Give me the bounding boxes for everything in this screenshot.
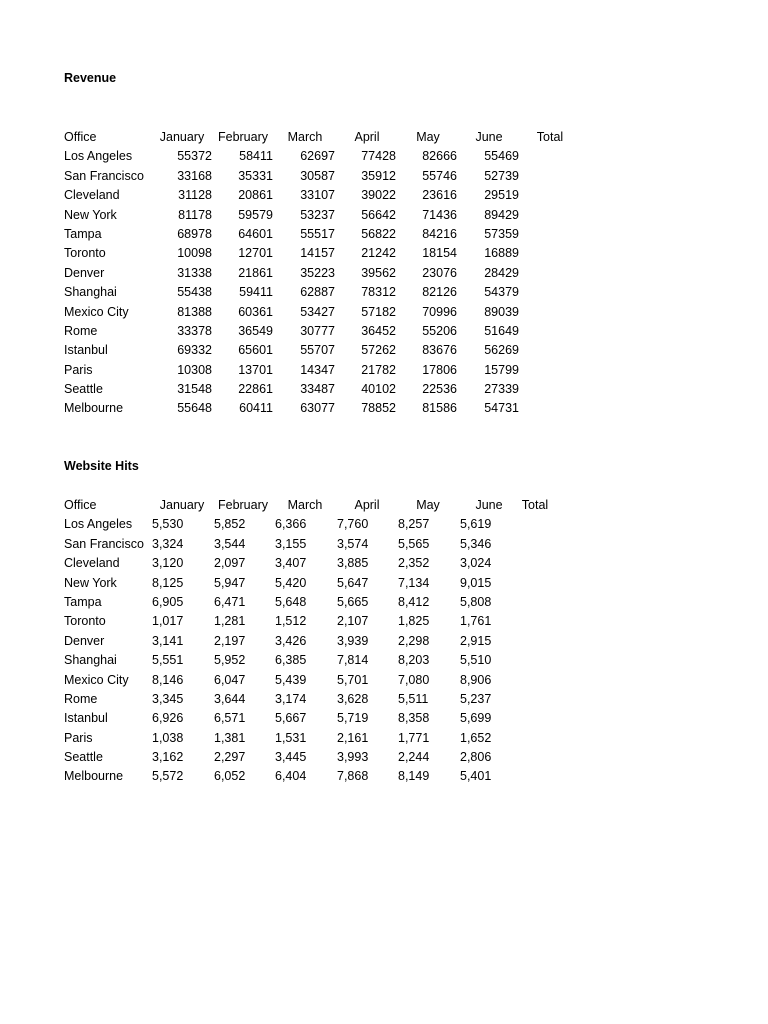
value-cell: 69332 <box>177 343 212 358</box>
value-cell: 2,915 <box>460 633 492 648</box>
value-cell: 53237 <box>300 207 335 222</box>
value-cell: 3,628 <box>337 691 369 706</box>
value-cell: 6,571 <box>214 711 246 726</box>
value-cell: 64601 <box>238 226 273 241</box>
value-cell: 8,257 <box>398 517 430 532</box>
value-cell: 71436 <box>422 207 457 222</box>
value-cell: 21782 <box>361 362 396 377</box>
value-cell: 2,806 <box>460 750 492 765</box>
value-cell: 33487 <box>300 382 335 397</box>
value-cell: 28429 <box>484 265 519 280</box>
office-cell: Seattle <box>64 382 103 397</box>
header-may: May <box>416 130 440 144</box>
office-cell: Melbourne <box>64 401 124 416</box>
value-cell: 23076 <box>422 265 457 280</box>
value-cell: 27339 <box>484 382 519 397</box>
office-cell: Shanghai <box>64 653 117 668</box>
office-cell: Tampa <box>64 226 102 241</box>
value-cell: 5,852 <box>214 517 246 532</box>
website-hits-title: Website Hits <box>64 459 139 473</box>
value-cell: 3,644 <box>214 691 246 706</box>
value-cell: 31338 <box>177 265 212 280</box>
value-cell: 5,665 <box>337 594 369 609</box>
value-cell: 3,445 <box>275 750 307 765</box>
value-cell: 6,905 <box>152 594 184 609</box>
value-cell: 5,619 <box>460 517 492 532</box>
value-cell: 21242 <box>361 246 396 261</box>
value-cell: 8,358 <box>398 711 430 726</box>
value-cell: 60411 <box>239 401 273 416</box>
value-cell: 6,404 <box>275 769 307 784</box>
header-june: June <box>475 130 503 144</box>
office-cell: San Francisco <box>64 168 144 183</box>
header-office: Office <box>64 130 97 144</box>
value-cell: 36549 <box>238 323 273 338</box>
value-cell: 70996 <box>422 304 457 319</box>
value-cell: 77428 <box>361 149 396 164</box>
header-january: January <box>159 130 205 144</box>
value-cell: 7,080 <box>398 672 430 687</box>
value-cell: 55707 <box>300 343 335 358</box>
value-cell: 22861 <box>238 382 273 397</box>
value-cell: 89429 <box>484 207 519 222</box>
value-cell: 3,324 <box>152 536 184 551</box>
value-cell: 54379 <box>484 285 519 300</box>
header-may: May <box>416 498 440 512</box>
value-cell: 14157 <box>300 246 335 261</box>
office-cell: Cleveland <box>64 556 120 571</box>
value-cell: 13701 <box>238 362 273 377</box>
value-cell: 3,544 <box>214 536 246 551</box>
value-cell: 3,024 <box>460 556 492 571</box>
value-cell: 57182 <box>361 304 396 319</box>
value-cell: 55372 <box>177 149 212 164</box>
office-cell: Toronto <box>64 614 106 629</box>
value-cell: 21861 <box>238 265 273 280</box>
office-cell: Seattle <box>64 750 103 765</box>
value-cell: 8,906 <box>460 672 492 687</box>
value-cell: 7,134 <box>398 575 430 590</box>
value-cell: 82126 <box>422 285 457 300</box>
header-march: March <box>287 130 323 144</box>
value-cell: 31548 <box>177 382 212 397</box>
value-cell: 2,107 <box>337 614 369 629</box>
value-cell: 15799 <box>484 362 519 377</box>
value-cell: 29519 <box>484 188 519 203</box>
value-cell: 1,652 <box>460 730 492 745</box>
header-total: Total <box>521 498 549 512</box>
value-cell: 81178 <box>178 207 212 222</box>
value-cell: 57359 <box>484 226 519 241</box>
value-cell: 10308 <box>177 362 212 377</box>
office-cell: Mexico City <box>64 304 129 319</box>
value-cell: 5,439 <box>275 672 307 687</box>
office-cell: New York <box>64 575 117 590</box>
header-june: June <box>475 498 503 512</box>
value-cell: 23616 <box>422 188 457 203</box>
office-cell: Istanbul <box>64 711 108 726</box>
value-cell: 1,825 <box>398 614 430 629</box>
value-cell: 36452 <box>361 323 396 338</box>
value-cell: 5,952 <box>214 653 246 668</box>
value-cell: 3,120 <box>152 556 184 571</box>
value-cell: 56269 <box>484 343 519 358</box>
value-cell: 3,174 <box>275 691 307 706</box>
office-cell: Rome <box>64 691 98 706</box>
value-cell: 5,647 <box>337 575 369 590</box>
value-cell: 2,244 <box>398 750 430 765</box>
header-office: Office <box>64 498 97 512</box>
value-cell: 78852 <box>361 401 396 416</box>
value-cell: 5,648 <box>275 594 307 609</box>
value-cell: 5,565 <box>398 536 430 551</box>
value-cell: 65601 <box>238 343 273 358</box>
value-cell: 5,420 <box>275 575 307 590</box>
value-cell: 8,146 <box>152 672 184 687</box>
office-cell: Denver <box>64 633 105 648</box>
value-cell: 2,161 <box>337 730 369 745</box>
value-cell: 40102 <box>361 382 396 397</box>
value-cell: 20861 <box>238 188 273 203</box>
value-cell: 16889 <box>484 246 519 261</box>
value-cell: 55206 <box>422 323 457 338</box>
value-cell: 55648 <box>177 401 212 416</box>
value-cell: 1,531 <box>275 730 307 745</box>
value-cell: 39562 <box>361 265 396 280</box>
value-cell: 5,346 <box>460 536 492 551</box>
office-cell: Mexico City <box>64 672 129 687</box>
value-cell: 17806 <box>422 362 457 377</box>
value-cell: 1,771 <box>398 730 430 745</box>
office-cell: Toronto <box>64 246 106 261</box>
office-cell: Rome <box>64 323 98 338</box>
value-cell: 5,530 <box>152 517 184 532</box>
value-cell: 3,162 <box>152 750 184 765</box>
value-cell: 35331 <box>238 168 273 183</box>
value-cell: 55746 <box>422 168 457 183</box>
value-cell: 33107 <box>300 188 335 203</box>
value-cell: 1,281 <box>214 614 246 629</box>
value-cell: 6,471 <box>214 594 246 609</box>
value-cell: 78312 <box>361 285 396 300</box>
office-cell: New York <box>64 207 117 222</box>
value-cell: 3,141 <box>152 633 184 648</box>
office-cell: Los Angeles <box>64 517 133 532</box>
value-cell: 7,760 <box>337 517 369 532</box>
value-cell: 53427 <box>300 304 335 319</box>
value-cell: 55438 <box>177 285 212 300</box>
value-cell: 7,814 <box>337 653 369 668</box>
value-cell: 8,412 <box>398 594 430 609</box>
value-cell: 81388 <box>177 304 212 319</box>
value-cell: 8,149 <box>398 769 430 784</box>
revenue-title: Revenue <box>64 71 117 85</box>
value-cell: 1,381 <box>214 730 246 745</box>
value-cell: 35912 <box>361 168 396 183</box>
value-cell: 5,719 <box>337 711 369 726</box>
value-cell: 52739 <box>484 168 519 183</box>
value-cell: 5,237 <box>460 691 492 706</box>
value-cell: 55517 <box>300 226 335 241</box>
value-cell: 1,017 <box>152 614 184 629</box>
value-cell: 33378 <box>177 323 212 338</box>
value-cell: 5,572 <box>152 769 184 784</box>
office-cell: Shanghai <box>64 285 117 300</box>
header-february: February <box>217 498 269 512</box>
value-cell: 14347 <box>300 362 335 377</box>
header-january: January <box>159 498 205 512</box>
office-cell: Paris <box>64 730 93 745</box>
value-cell: 22536 <box>422 382 457 397</box>
value-cell: 18154 <box>422 246 457 261</box>
value-cell: 84216 <box>422 226 457 241</box>
header-march: March <box>287 498 323 512</box>
value-cell: 6,926 <box>152 711 184 726</box>
value-cell: 1,761 <box>460 614 492 629</box>
value-cell: 1,038 <box>152 730 184 745</box>
value-cell: 35223 <box>300 265 335 280</box>
value-cell: 8,203 <box>398 653 430 668</box>
value-cell: 5,551 <box>152 653 184 668</box>
header-april: April <box>354 498 380 512</box>
value-cell: 58411 <box>239 149 273 164</box>
value-cell: 5,947 <box>214 575 246 590</box>
value-cell: 7,868 <box>337 769 369 784</box>
value-cell: 30777 <box>300 323 335 338</box>
value-cell: 5,667 <box>275 711 307 726</box>
value-cell: 5,511 <box>398 691 429 706</box>
value-cell: 39022 <box>361 188 396 203</box>
value-cell: 54731 <box>484 401 519 416</box>
value-cell: 3,885 <box>337 556 369 571</box>
value-cell: 55469 <box>484 149 519 164</box>
value-cell: 2,297 <box>214 750 246 765</box>
value-cell: 1,512 <box>275 614 307 629</box>
value-cell: 5,808 <box>460 594 492 609</box>
value-cell: 10098 <box>177 246 212 261</box>
office-cell: San Francisco <box>64 536 144 551</box>
value-cell: 3,345 <box>152 691 184 706</box>
value-cell: 6,052 <box>214 769 246 784</box>
value-cell: 2,197 <box>214 633 246 648</box>
value-cell: 59579 <box>238 207 273 222</box>
header-april: April <box>354 130 380 144</box>
value-cell: 3,426 <box>275 633 307 648</box>
office-cell: Melbourne <box>64 769 124 784</box>
value-cell: 56642 <box>361 207 396 222</box>
value-cell: 3,407 <box>275 556 307 571</box>
value-cell: 6,366 <box>275 517 307 532</box>
value-cell: 3,993 <box>337 750 369 765</box>
value-cell: 3,939 <box>337 633 369 648</box>
office-cell: Denver <box>64 265 105 280</box>
value-cell: 12701 <box>238 246 273 261</box>
value-cell: 6,047 <box>214 672 246 687</box>
value-cell: 62697 <box>300 149 335 164</box>
value-cell: 51649 <box>484 323 519 338</box>
value-cell: 33168 <box>177 168 212 183</box>
value-cell: 60361 <box>238 304 273 319</box>
value-cell: 2,298 <box>398 633 430 648</box>
value-cell: 5,699 <box>460 711 492 726</box>
value-cell: 3,574 <box>337 536 369 551</box>
value-cell: 5,701 <box>337 672 369 687</box>
value-cell: 82666 <box>422 149 457 164</box>
value-cell: 63077 <box>300 401 335 416</box>
value-cell: 3,155 <box>275 536 307 551</box>
office-cell: Istanbul <box>64 343 108 358</box>
value-cell: 81586 <box>422 401 457 416</box>
office-cell: Cleveland <box>64 188 120 203</box>
office-cell: Paris <box>64 362 93 377</box>
value-cell: 6,385 <box>275 653 307 668</box>
value-cell: 8,125 <box>152 575 184 590</box>
value-cell: 31128 <box>178 188 212 203</box>
value-cell: 59411 <box>239 285 273 300</box>
value-cell: 2,097 <box>214 556 246 571</box>
value-cell: 89039 <box>484 304 519 319</box>
value-cell: 83676 <box>422 343 457 358</box>
value-cell: 30587 <box>300 168 335 183</box>
value-cell: 57262 <box>361 343 396 358</box>
value-cell: 9,015 <box>460 575 492 590</box>
value-cell: 56822 <box>361 226 396 241</box>
value-cell: 5,510 <box>460 653 492 668</box>
header-total: Total <box>536 130 564 144</box>
value-cell: 2,352 <box>398 556 430 571</box>
value-cell: 5,401 <box>460 769 492 784</box>
value-cell: 62887 <box>300 285 335 300</box>
office-cell: Tampa <box>64 594 102 609</box>
value-cell: 68978 <box>177 226 212 241</box>
header-february: February <box>217 130 269 144</box>
office-cell: Los Angeles <box>64 149 133 164</box>
